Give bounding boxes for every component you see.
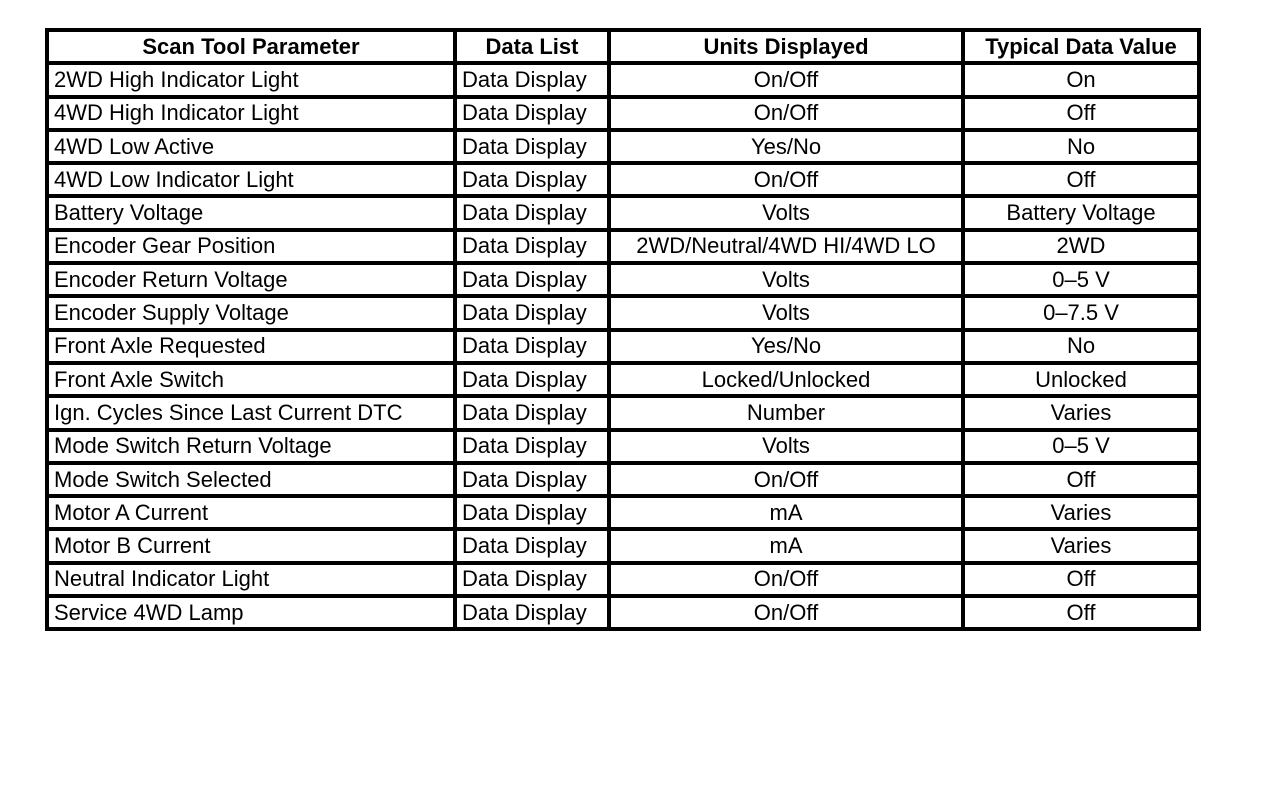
cell-data-list: Data Display <box>455 63 609 96</box>
scan-tool-data-table <box>45 28 1201 631</box>
cell-units: Yes/No <box>609 330 963 363</box>
cell-typical-value: Varies <box>963 496 1199 529</box>
table-row <box>47 63 1199 96</box>
cell-units: Volts <box>609 196 963 229</box>
cell-parameter: Motor B Current <box>47 529 455 562</box>
cell-units: 2WD/Neutral/4WD HI/4WD LO <box>609 230 963 263</box>
cell-units: On/Off <box>609 63 963 96</box>
cell-units: On/Off <box>609 163 963 196</box>
cell-data-list: Data Display <box>455 529 609 562</box>
cell-units: Number <box>609 396 963 429</box>
cell-typical-value: Battery Voltage <box>963 196 1199 229</box>
cell-units: Locked/Unlocked <box>609 363 963 396</box>
cell-data-list: Data Display <box>455 396 609 429</box>
table-row <box>47 430 1199 463</box>
table-row <box>47 463 1199 496</box>
cell-typical-value: No <box>963 130 1199 163</box>
cell-parameter: Mode Switch Selected <box>47 463 455 496</box>
cell-parameter: 4WD Low Active <box>47 130 455 163</box>
cell-typical-value: Varies <box>963 396 1199 429</box>
cell-data-list: Data Display <box>455 296 609 329</box>
cell-typical-value: Off <box>963 97 1199 130</box>
table-row <box>47 230 1199 263</box>
table-row <box>47 263 1199 296</box>
cell-data-list: Data Display <box>455 163 609 196</box>
cell-typical-value: On <box>963 63 1199 96</box>
header-scan-tool-parameter: Scan Tool Parameter <box>47 30 455 63</box>
table-row <box>47 596 1199 629</box>
cell-data-list: Data Display <box>455 596 609 629</box>
cell-typical-value: No <box>963 330 1199 363</box>
cell-typical-value: 0–7.5 V <box>963 296 1199 329</box>
table-row <box>47 363 1199 396</box>
cell-typical-value: Off <box>963 163 1199 196</box>
cell-data-list: Data Display <box>455 130 609 163</box>
header-typical-data-value: Typical Data Value <box>963 30 1199 63</box>
table-row <box>47 529 1199 562</box>
cell-data-list: Data Display <box>455 330 609 363</box>
table-row <box>47 296 1199 329</box>
cell-units: Yes/No <box>609 130 963 163</box>
table-header-row <box>47 30 1199 63</box>
cell-parameter: Encoder Return Voltage <box>47 263 455 296</box>
cell-data-list: Data Display <box>455 196 609 229</box>
cell-data-list: Data Display <box>455 97 609 130</box>
cell-data-list: Data Display <box>455 263 609 296</box>
cell-units: On/Off <box>609 463 963 496</box>
cell-typical-value: Off <box>963 463 1199 496</box>
cell-parameter: 2WD High Indicator Light <box>47 63 455 96</box>
cell-typical-value: 0–5 V <box>963 430 1199 463</box>
cell-units: Volts <box>609 430 963 463</box>
cell-data-list: Data Display <box>455 363 609 396</box>
cell-parameter: Front Axle Switch <box>47 363 455 396</box>
cell-units: Volts <box>609 296 963 329</box>
cell-units: mA <box>609 529 963 562</box>
cell-typical-value: Unlocked <box>963 363 1199 396</box>
table-row <box>47 396 1199 429</box>
cell-parameter: Service 4WD Lamp <box>47 596 455 629</box>
cell-typical-value: Off <box>963 596 1199 629</box>
cell-data-list: Data Display <box>455 430 609 463</box>
table-row <box>47 130 1199 163</box>
cell-data-list: Data Display <box>455 463 609 496</box>
cell-data-list: Data Display <box>455 496 609 529</box>
table-row <box>47 97 1199 130</box>
cell-typical-value: Off <box>963 563 1199 596</box>
cell-parameter: Front Axle Requested <box>47 330 455 363</box>
cell-typical-value: 0–5 V <box>963 263 1199 296</box>
cell-parameter: Motor A Current <box>47 496 455 529</box>
cell-data-list: Data Display <box>455 230 609 263</box>
cell-units: On/Off <box>609 97 963 130</box>
cell-typical-value: Varies <box>963 529 1199 562</box>
cell-parameter: Neutral Indicator Light <box>47 563 455 596</box>
header-data-list: Data List <box>455 30 609 63</box>
cell-parameter: Encoder Supply Voltage <box>47 296 455 329</box>
table-body <box>47 63 1199 629</box>
cell-units: mA <box>609 496 963 529</box>
header-units-displayed: Units Displayed <box>609 30 963 63</box>
table-row <box>47 496 1199 529</box>
cell-units: On/Off <box>609 596 963 629</box>
cell-parameter: 4WD High Indicator Light <box>47 97 455 130</box>
table-row <box>47 563 1199 596</box>
table-row <box>47 163 1199 196</box>
table-row <box>47 196 1199 229</box>
table-row <box>47 330 1199 363</box>
cell-parameter: 4WD Low Indicator Light <box>47 163 455 196</box>
cell-typical-value: 2WD <box>963 230 1199 263</box>
cell-data-list: Data Display <box>455 563 609 596</box>
cell-parameter: Ign. Cycles Since Last Current DTC <box>47 396 455 429</box>
cell-parameter: Battery Voltage <box>47 196 455 229</box>
cell-parameter: Mode Switch Return Voltage <box>47 430 455 463</box>
cell-units: On/Off <box>609 563 963 596</box>
cell-units: Volts <box>609 263 963 296</box>
cell-parameter: Encoder Gear Position <box>47 230 455 263</box>
